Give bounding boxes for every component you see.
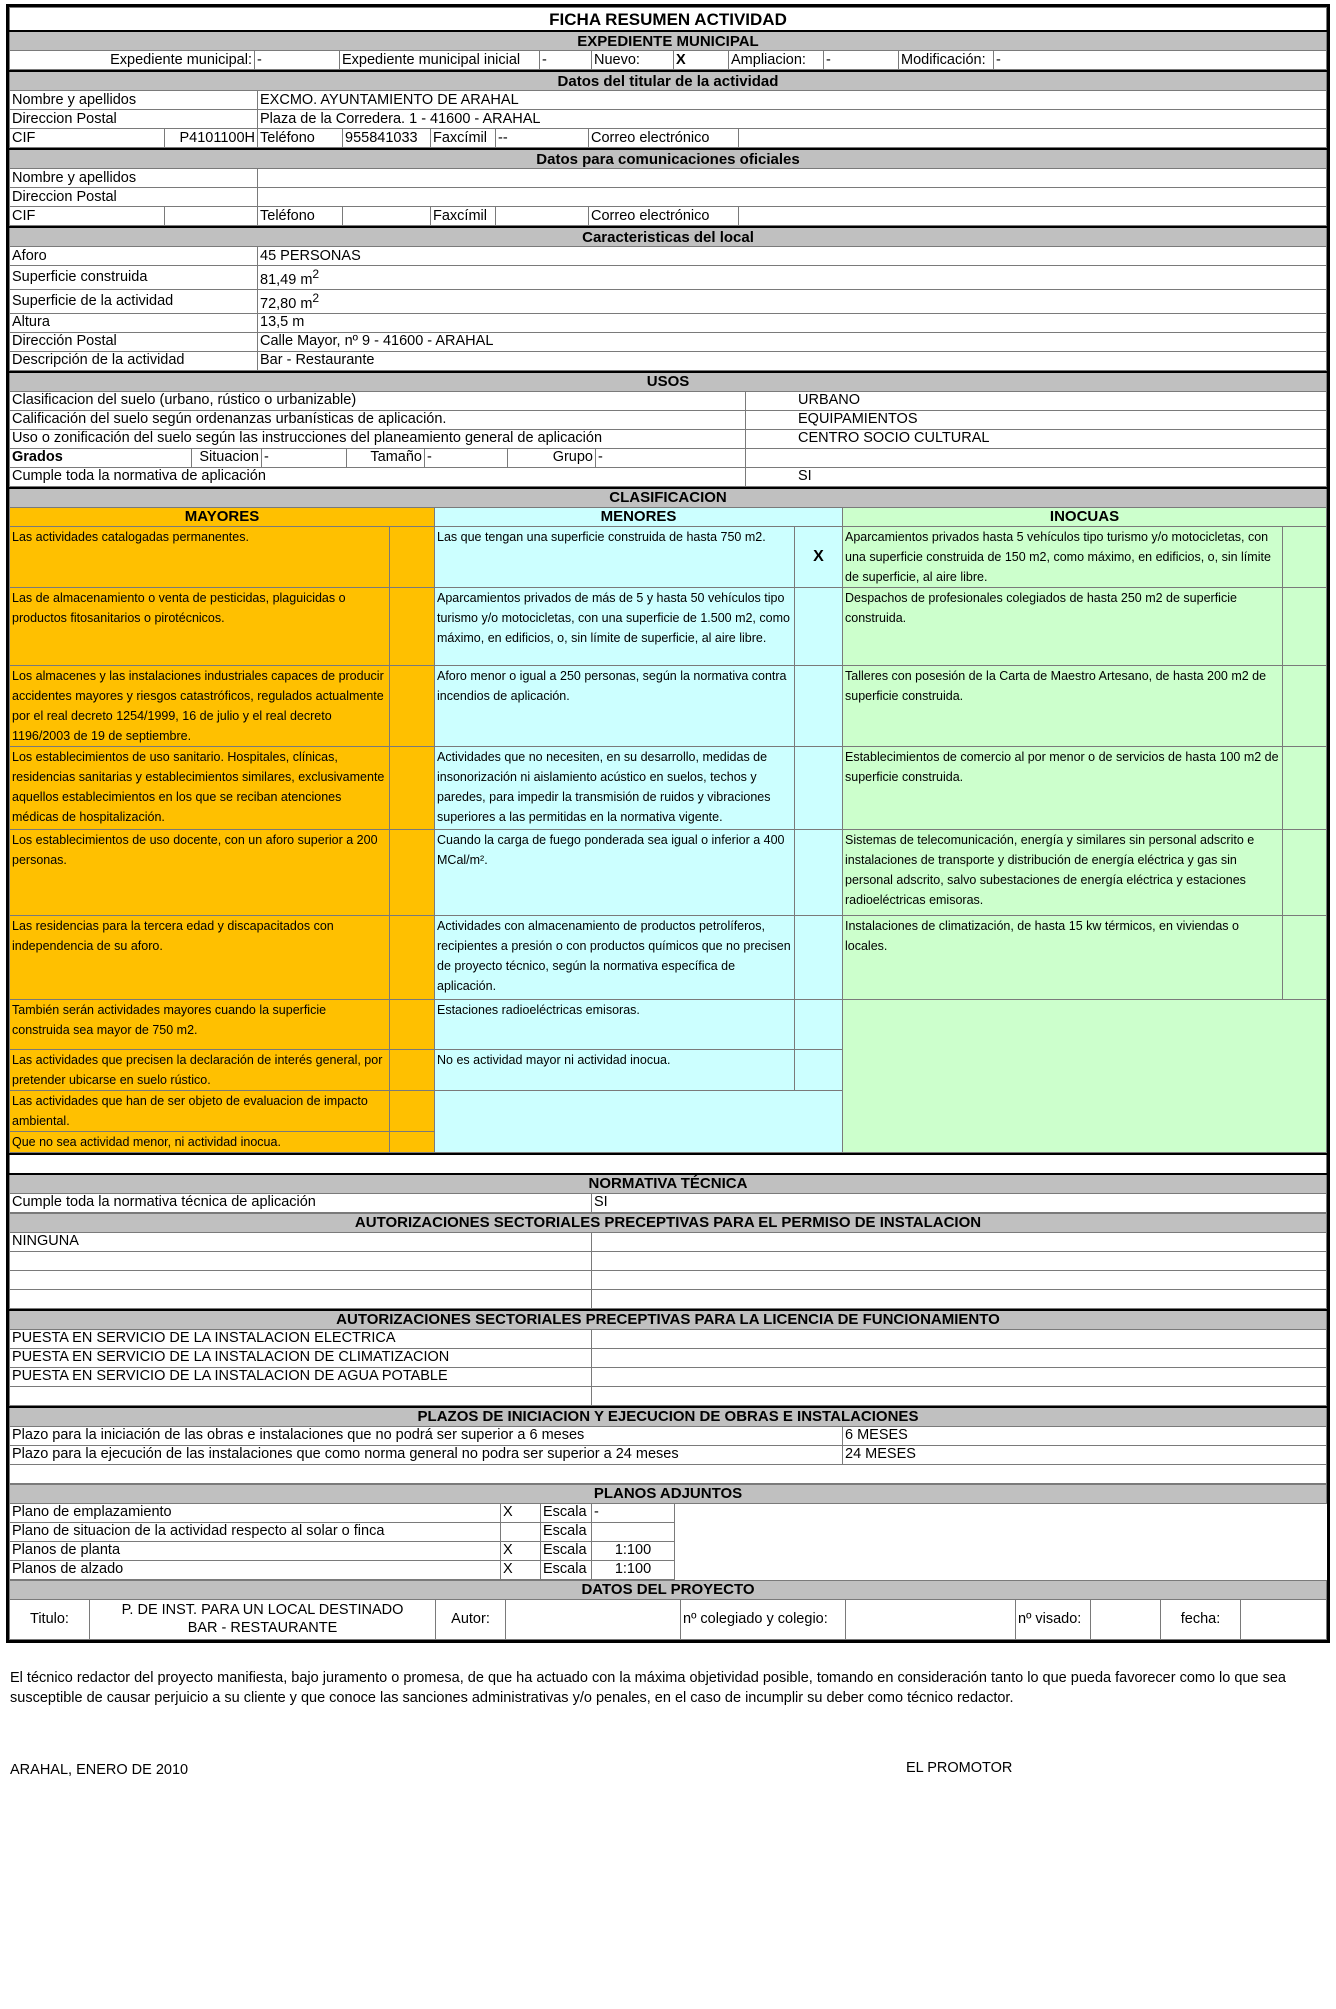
plano-escala-label: Escala	[541, 1541, 592, 1560]
mayores-item: Las residencias para la tercera edad y discapacitados con independencia de su aforo.	[10, 915, 390, 999]
mayores-item: Los establecimientos de uso sanitario. Hospitales, clínicas, residencias sanitarias y establecimientos similares, exclusivamente aquellos establecimientos en los que se reciban atenciones médicas de hospitalización.	[10, 746, 390, 829]
titular-direccion-label: Direccion Postal	[10, 110, 258, 129]
menores-header: MENORES	[435, 507, 843, 526]
inocuas-check[interactable]	[1283, 746, 1327, 829]
plazos-empty-row	[10, 1464, 1327, 1483]
sup-actividad-cell[interactable]	[258, 289, 1327, 313]
menores-empty	[435, 1090, 843, 1152]
autorizacion-instalacion-item[interactable]	[10, 1289, 592, 1308]
situacion-label: Situacion	[192, 448, 262, 467]
mayores-check[interactable]	[390, 1131, 435, 1152]
declaracion-text: El técnico redactor del proyecto manifiesta, bajo juramento o promesa, de que ha actuado con la máxima objetividad posible, tomando en consideración tanto lo que pueda favorecer como lo que sea susceptible de causar perjuicio a su cliente y que conoce las sanciones administrativas y/o penales, en el caso de incumplir su deber como técnico redactor.	[10, 1670, 1286, 1706]
menores-check[interactable]: X	[795, 526, 843, 587]
mayores-item: Las actividades que han de ser objeto de evaluacion de impacto ambiental.	[10, 1090, 390, 1131]
mayores-check[interactable]	[390, 526, 435, 587]
com-fax-label: Faxcímil	[431, 207, 496, 226]
titular-direccion-value[interactable]: Plaza de la Corredera. 1 - 41600 - ARAHAL	[258, 110, 1327, 129]
plano-check[interactable]: X	[501, 1541, 541, 1560]
clasificacion-suelo-label: Clasificacion del suelo (urbano, rústico o urbanizable)	[10, 391, 746, 410]
titular-telefono-label: Teléfono	[258, 129, 343, 148]
menores-item: Cuando la carga de fuego ponderada sea igual o inferior a 400 MCal/m².	[435, 829, 795, 915]
proyecto-colegiado-label: nº colegiado y colegio:	[681, 1599, 846, 1639]
ampliacion-value[interactable]: -	[824, 51, 899, 70]
plano-label: Planos de alzado	[10, 1560, 501, 1579]
menores-item: Aparcamientos privados de más de 5 y hasta 50 vehículos tipo turismo y/o motocicletas, con una superficie de 1.500 m2, como máximo, en edificios, o, sin límite de superficie, al aire libre.	[435, 587, 795, 665]
inocuas-header: INOCUAS	[843, 507, 1327, 526]
proyecto-header: DATOS DEL PROYECTO	[10, 1580, 1327, 1599]
titular-correo-value[interactable]	[739, 129, 1327, 148]
usos-header: USOS	[10, 372, 1327, 392]
com-direccion-label: Direccion Postal	[10, 188, 258, 207]
aforo-value[interactable]: 45 PERSONAS	[258, 247, 1327, 266]
altura-label: Altura	[10, 313, 258, 332]
titular-correo-label: Correo electrónico	[589, 129, 739, 148]
ampliacion-label: Ampliacion:	[729, 51, 824, 70]
inocuas-check[interactable]	[1283, 587, 1327, 665]
autorizacion-instalacion-item[interactable]	[10, 1270, 592, 1289]
plano-escala-value[interactable]: 1:100	[592, 1560, 675, 1579]
proyecto-visado-label: nº visado:	[1016, 1599, 1091, 1639]
mayores-item: Los almacenes y las instalaciones industriales capaces de producir accidentes mayores y riesgos catastróficos, regulados actualmente por el real decreto 1254/1999, 16 de julio y el real decreto 1196/2003 de 19 de septiembre.	[10, 665, 390, 746]
titular-cif-label: CIF	[10, 129, 165, 148]
mayores-check[interactable]	[390, 587, 435, 665]
com-fax-value[interactable]	[496, 207, 589, 226]
cumple-normativa-label: Cumple toda la normativa de aplicación	[10, 467, 746, 486]
plano-check[interactable]: X	[501, 1503, 541, 1522]
normativa-cumple-label: Cumple toda la normativa técnica de aplicación	[10, 1193, 592, 1212]
proyecto-titulo-label: Titulo:	[10, 1599, 90, 1639]
comunicaciones-table	[9, 148, 1327, 226]
menores-check[interactable]	[795, 999, 843, 1049]
com-direccion-value[interactable]	[258, 188, 1327, 207]
tamano-value[interactable]: -	[425, 448, 508, 467]
plano-label: Plano de emplazamiento	[10, 1503, 501, 1522]
normativa-table	[9, 1153, 1327, 1213]
titular-nombre-label: Nombre y apellidos	[10, 91, 258, 110]
autorizacion-funcionamiento-detail[interactable]	[592, 1348, 1327, 1367]
com-correo-value[interactable]	[739, 207, 1327, 226]
inocuas-item: Sistemas de telecomunicación, energía y similares sin personal adscrito e instalaciones de transporte y distribución de energía eléctrica y gas sin personal adscrito, salvo subestaciones de energía eléctrica y estaciones radioeléctricas emisoras.	[843, 829, 1283, 915]
menores-item: Las que tengan una superficie construida de hasta 750 m2.	[435, 526, 795, 587]
autorizacion-instalacion-detail[interactable]	[592, 1289, 1327, 1308]
inocuas-check[interactable]	[1283, 665, 1327, 746]
plano-escala-value[interactable]: -	[592, 1503, 675, 1522]
inocuas-check[interactable]	[1283, 829, 1327, 915]
lugar-fecha: ARAHAL, ENERO DE 2010	[10, 1762, 189, 1778]
mayores-check[interactable]	[390, 829, 435, 915]
mayores-item: Que no sea actividad menor, ni actividad inocua.	[10, 1131, 390, 1152]
proyecto-colegiado-value[interactable]	[846, 1599, 1016, 1639]
autorizaciones-instalacion-table	[9, 1213, 1327, 1309]
plazo-iniciacion-value[interactable]: 6 MESES	[843, 1426, 1327, 1445]
ficha-form	[6, 4, 1330, 1643]
grados-label: Grados	[10, 448, 192, 467]
sup-construida-value: 81,49 m	[260, 271, 313, 288]
plano-escala-label: Escala	[541, 1503, 592, 1522]
autorizacion-instalacion-detail[interactable]	[592, 1270, 1327, 1289]
menores-check[interactable]	[795, 587, 843, 665]
inocuas-check[interactable]	[1283, 915, 1327, 999]
titular-cif-value[interactable]: P4101100H	[165, 129, 258, 148]
mayores-header: MAYORES	[10, 507, 435, 526]
plano-escala-value[interactable]	[592, 1522, 675, 1541]
titular-fax-value[interactable]: --	[496, 129, 589, 148]
titular-header: Datos del titular de la actividad	[10, 71, 1327, 91]
menores-check[interactable]	[795, 915, 843, 999]
planos-table	[9, 1484, 1327, 1580]
autorizacion-funcionamiento-item[interactable]: PUESTA EN SERVICIO DE LA INSTALACION DE CLIMATIZACION	[10, 1348, 592, 1367]
sup-actividad-value: 72,80 m	[260, 295, 313, 312]
autorizaciones-instalacion-header: AUTORIZACIONES SECTORIALES PRECEPTIVAS PARA EL PERMISO DE INSTALACION	[10, 1213, 1327, 1232]
menores-item: Aforo menor o igual a 250 personas, según la normativa contra incendios de aplicación.	[435, 665, 795, 746]
inocuas-check[interactable]	[1283, 526, 1327, 587]
mayores-item: Las de almacenamiento o venta de pesticidas, plaguicidas o productos fitosanitarios o pirotécnicos.	[10, 587, 390, 665]
proyecto-autor-label: Autor:	[436, 1599, 506, 1639]
com-telefono-value[interactable]	[343, 207, 431, 226]
mayores-item: Los establecimientos de uso docente, con un aforo superior a 200 personas.	[10, 829, 390, 915]
aforo-label: Aforo	[10, 247, 258, 266]
com-cif-value[interactable]	[165, 207, 258, 226]
autorizaciones-funcionamiento-header: AUTORIZACIONES SECTORIALES PRECEPTIVAS PARA LA LICENCIA DE FUNCIONAMIENTO	[10, 1310, 1327, 1330]
mayores-check[interactable]	[390, 665, 435, 746]
menores-item: Actividades con almacenamiento de productos petrolíferos, recipientes a presión o con productos químicos que no precisen de proyecto técnico, según la normativa específica de aplicación.	[435, 915, 795, 999]
mayores-check[interactable]	[390, 999, 435, 1049]
autorizacion-instalacion-item[interactable]: NINGUNA	[10, 1232, 592, 1251]
proyecto-titulo-line1: P. DE INST. PARA UN LOCAL DESTINADO	[121, 1602, 404, 1619]
cumple-normativa-value[interactable]: SI	[746, 467, 1327, 486]
proyecto-fecha-label: fecha:	[1161, 1599, 1241, 1639]
expediente-inicial-value[interactable]: -	[540, 51, 592, 70]
sup-actividad-label: Superficie de la actividad	[10, 289, 258, 313]
com-cif-label: CIF	[10, 207, 165, 226]
plazo-iniciacion-label: Plazo para la iniciación de las obras e instalaciones que no podrá ser superior a 6 meses	[10, 1426, 843, 1445]
autorizaciones-funcionamiento-table	[9, 1309, 1327, 1406]
usos-table	[9, 371, 1327, 487]
menores-item: No es actividad mayor ni actividad inocua.	[435, 1049, 795, 1090]
autorizacion-funcionamiento-detail[interactable]	[592, 1367, 1327, 1386]
proyecto-autor-value[interactable]	[506, 1599, 681, 1639]
com-nombre-value[interactable]	[258, 169, 1327, 188]
autorizacion-funcionamiento-detail[interactable]	[592, 1386, 1327, 1405]
nuevo-label: Nuevo:	[592, 51, 674, 70]
tamano-label: Tamaño	[347, 448, 425, 467]
plano-label: Plano de situacion de la actividad respecto al solar o finca	[10, 1522, 501, 1541]
expediente-table	[9, 7, 1327, 70]
plano-escala-label: Escala	[541, 1560, 592, 1579]
calificacion-suelo-value[interactable]: EQUIPAMIENTOS	[746, 410, 1327, 429]
spacer-row	[10, 1154, 1327, 1174]
proyecto-fecha-value[interactable]	[1241, 1599, 1327, 1639]
menores-check[interactable]	[795, 746, 843, 829]
menores-item: Estaciones radioeléctricas emisoras.	[435, 999, 795, 1049]
com-telefono-label: Teléfono	[258, 207, 343, 226]
grupo-value[interactable]: -	[596, 448, 746, 467]
autorizacion-instalacion-detail[interactable]	[592, 1232, 1327, 1251]
expediente-inicial-label: Expediente municipal inicial	[340, 51, 540, 70]
menores-item: Actividades que no necesiten, en su desarrollo, medidas de insonorización ni aislamiento acústico en suelos, techos y paredes, para impedir la transmisión de ruidos y vibraciones superiores a las permitidas en la normativa vigente.	[435, 746, 795, 829]
descripcion-label: Descripción de la actividad	[10, 351, 258, 370]
grupo-label: Grupo	[508, 448, 596, 467]
inocuas-item: Aparcamientos privados hasta 5 vehículos tipo turismo y/o motocicletas, con una superficie construida de 150 m2, como máximo, en edificios, o, sin límite de superficie, al aire libre.	[843, 526, 1283, 587]
plano-escala-value[interactable]: 1:100	[592, 1541, 675, 1560]
plano-label: Planos de planta	[10, 1541, 501, 1560]
clasificacion-table	[9, 487, 1327, 1153]
descripcion-value[interactable]: Bar - Restaurante	[258, 351, 1327, 370]
mayores-item: Las actividades que precisen la declaración de interés general, por pretender ubicarse en suelo rústico.	[10, 1049, 390, 1090]
proyecto-visado-value[interactable]	[1091, 1599, 1161, 1639]
mayores-check[interactable]	[390, 1049, 435, 1090]
titular-telefono-value[interactable]: 955841033	[343, 129, 431, 148]
plazo-ejecucion-value[interactable]: 24 MESES	[843, 1445, 1327, 1464]
inocuas-item: Despachos de profesionales colegiados de hasta 250 m2 de superficie construida.	[843, 587, 1283, 665]
plano-check[interactable]	[501, 1522, 541, 1541]
titular-nombre-value[interactable]: EXCMO. AYUNTAMIENTO DE ARAHAL	[258, 91, 1327, 110]
titular-fax-label: Faxcímil	[431, 129, 496, 148]
local-header: Caracteristicas del local	[10, 227, 1327, 247]
mayores-item: Las actividades catalogadas permanentes.	[10, 526, 390, 587]
promotor-label: EL PROMOTOR	[906, 1760, 1013, 1776]
local-table	[9, 226, 1327, 371]
normativa-header: NORMATIVA TÉCNICA	[10, 1174, 1327, 1194]
autorizacion-funcionamiento-item[interactable]	[10, 1386, 592, 1405]
mayores-check[interactable]	[390, 915, 435, 999]
situacion-value[interactable]: -	[262, 448, 347, 467]
inocuas-item: Talleres con posesión de la Carta de Maestro Artesano, de hasta 200 m2 de superficie construida.	[843, 665, 1283, 746]
plazo-ejecucion-label: Plazo para la ejecución de las instalaciones que como norma general no podra ser superior a 24 meses	[10, 1445, 843, 1464]
menores-check[interactable]	[795, 1049, 843, 1090]
sup-actividad-exp: 2	[312, 290, 320, 305]
page-title: FICHA RESUMEN ACTIVIDAD	[10, 8, 1327, 32]
plazos-table	[9, 1406, 1327, 1484]
autorizacion-instalacion-item[interactable]	[10, 1251, 592, 1270]
expediente-header: EXPEDIENTE MUNICIPAL	[10, 31, 1327, 51]
sup-construida-cell[interactable]	[258, 266, 1327, 290]
plano-escala-label: Escala	[541, 1522, 592, 1541]
expediente-municipal-label: Expediente municipal:	[10, 51, 255, 70]
com-correo-label: Correo electrónico	[589, 207, 739, 226]
expediente-municipal-value[interactable]: -	[255, 51, 340, 70]
com-nombre-label: Nombre y apellidos	[10, 169, 258, 188]
nuevo-value[interactable]: X	[674, 51, 729, 70]
altura-value[interactable]: 13,5 m	[258, 313, 1327, 332]
autorizacion-funcionamiento-item[interactable]: PUESTA EN SERVICIO DE LA INSTALACION ELECTRICA	[10, 1329, 592, 1348]
planos-blank	[675, 1503, 1327, 1579]
proyecto-titulo-line2: BAR - RESTAURANTE	[187, 1620, 338, 1637]
menores-check[interactable]	[795, 665, 843, 746]
sup-construida-label: Superficie construida	[10, 266, 258, 290]
autorizacion-instalacion-detail[interactable]	[592, 1251, 1327, 1270]
planos-header: PLANOS ADJUNTOS	[10, 1484, 1327, 1503]
proyecto-table	[9, 1580, 1327, 1640]
inocuas-item: Establecimientos de comercio al por menor o de servicios de hasta 100 m2 de superficie construida.	[843, 746, 1283, 829]
menores-check[interactable]	[795, 829, 843, 915]
mayores-check[interactable]	[390, 1090, 435, 1131]
grados-empty	[746, 448, 1327, 467]
proyecto-titulo-value[interactable]	[90, 1599, 436, 1639]
autorizacion-funcionamiento-item[interactable]: PUESTA EN SERVICIO DE LA INSTALACION DE AGUA POTABLE	[10, 1367, 592, 1386]
zonificacion-value[interactable]: CENTRO SOCIO CULTURAL	[746, 429, 1327, 448]
zonificacion-label: Uso o zonificación del suelo según las instrucciones del planeamiento general de aplicación	[10, 429, 746, 448]
titular-table	[9, 70, 1327, 148]
local-direccion-value[interactable]: Calle Mayor, nº 9 - 41600 - ARAHAL	[258, 332, 1327, 351]
sup-construida-exp: 2	[312, 267, 320, 281]
modificacion-label: Modificación:	[899, 51, 994, 70]
mayores-check[interactable]	[390, 746, 435, 829]
calificacion-suelo-label: Calificación del suelo según ordenanzas urbanísticas de aplicación.	[10, 410, 746, 429]
clasificacion-suelo-value[interactable]: URBANO	[746, 391, 1327, 410]
autorizacion-funcionamiento-detail[interactable]	[592, 1329, 1327, 1348]
normativa-cumple-value[interactable]: SI	[592, 1193, 1327, 1212]
clasificacion-header: CLASIFICACION	[10, 488, 1327, 508]
comunicaciones-header: Datos para comunicaciones oficiales	[10, 149, 1327, 169]
inocuas-empty	[843, 999, 1327, 1152]
plazos-header: PLAZOS DE INICIACION Y EJECUCION DE OBRAS E INSTALACIONES	[10, 1407, 1327, 1427]
local-direccion-label: Dirección Postal	[10, 332, 258, 351]
inocuas-item: Instalaciones de climatización, de hasta 15 kw térmicos, en viviendas o locales.	[843, 915, 1283, 999]
mayores-item: También serán actividades mayores cuando la superficie construida sea mayor de 750 m2.	[10, 999, 390, 1049]
modificacion-value[interactable]: -	[994, 51, 1327, 70]
plano-check[interactable]: X	[501, 1560, 541, 1579]
